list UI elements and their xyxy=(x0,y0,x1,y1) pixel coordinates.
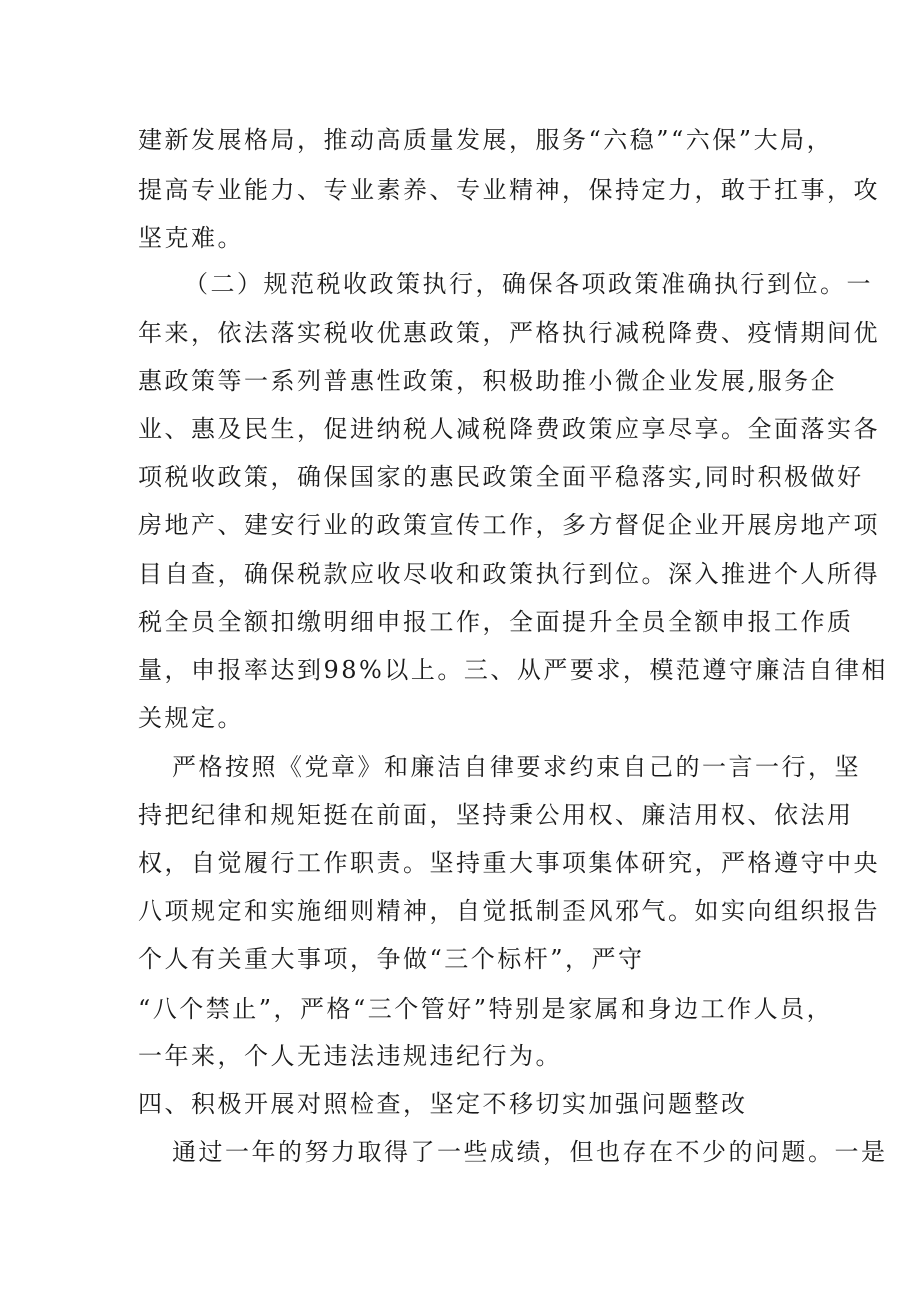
text-line: 提高专业能力、专业素养、专业精神，保持定力，敢于扛事，攻 xyxy=(138,176,880,204)
text-line: 业、惠及民生，促进纳税人减税降费政策应享尽享。全面落实各 xyxy=(138,415,880,443)
text-line: 税全员全额扣缴明细申报工作，全面提升全员全额申报工作质 xyxy=(138,608,854,636)
section-heading: （二）规范税收政策执行，确保各项政策准确执行到位。一 xyxy=(184,270,873,298)
text-line: 年来，依法落实税收优惠政策，严格执行减税降费、疫情期间优 xyxy=(138,319,880,347)
text-line: 关规定。 xyxy=(138,704,244,732)
text-line: 八项规定和实施细则精神，自觉抵制歪风邪气。如实向组织报告 xyxy=(138,897,880,925)
paragraph-start: 严格按照《党章》和廉洁自律要求约束自己的一言一行，坚 xyxy=(172,753,861,781)
text-line: “八个禁止”，严格“三个管好”特别是家属和身边工作人员， xyxy=(138,995,834,1023)
text-line: 惠政策等一系列普惠性政策，积极助推小微企业发展,服务企 xyxy=(138,367,838,395)
text-line: 持把纪律和规矩挺在前面，坚持秉公用权、廉洁用权、依法用 xyxy=(138,801,854,829)
text-line: 项税收政策，确保国家的惠民政策全面平稳落实,同时积极做好 xyxy=(138,463,864,491)
text-line: 坚克难。 xyxy=(138,224,244,252)
section-heading: 四、积极开展对照检查，坚定不移切实加强问题整改 xyxy=(138,1090,748,1118)
text-line: 一年来，个人无违法违规违纪行为。 xyxy=(138,1042,562,1070)
text-line: 权，自觉履行工作职责。坚持重大事项集体研究，严格遵守中央 xyxy=(138,849,880,877)
text-line: 建新发展格局，推动高质量发展，服务“六稳”“六保”大局， xyxy=(138,126,834,154)
text-line: 个人有关重大事项，争做“三个标杆”，严守 xyxy=(138,945,645,973)
text-line: 房地产、建安行业的政策宣传工作，多方督促企业开展房地产项 xyxy=(138,511,880,539)
paragraph-start: 通过一年的努力取得了一些成绩，但也存在不少的问题。一是 xyxy=(172,1138,888,1166)
text-line: 目自查，确保税款应收尽收和政策执行到位。深入推进个人所得 xyxy=(138,560,880,588)
text-line: 量，申报率达到98%以上。三、从严要求，模范遵守廉洁自律相 xyxy=(138,656,888,684)
